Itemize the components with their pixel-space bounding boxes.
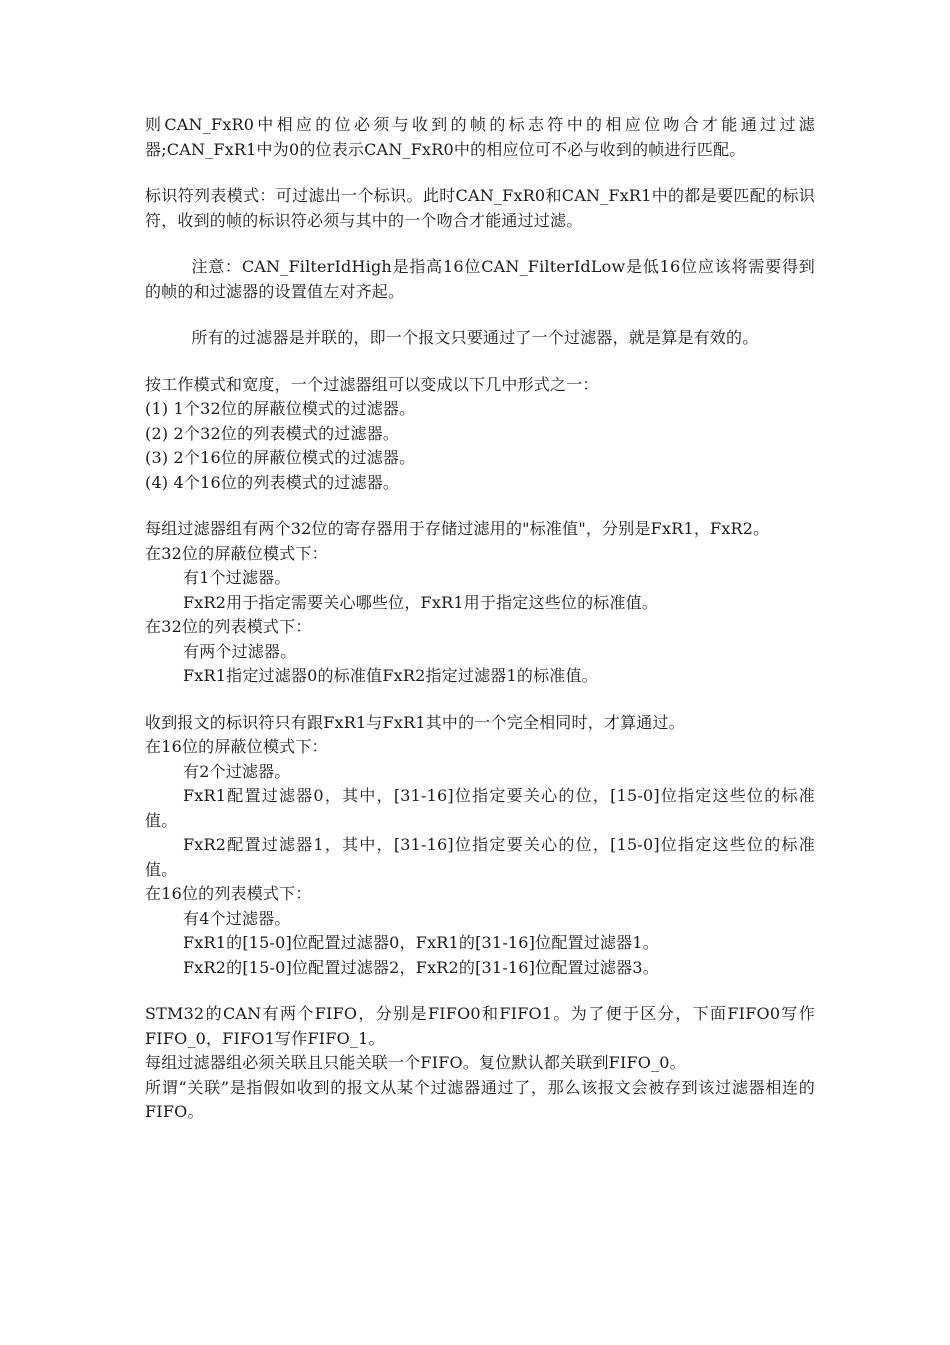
mask16-heading: 在16位的屏蔽位模式下： xyxy=(145,737,328,756)
filter-form-item: (1) 1个32位的屏蔽位模式的过滤器。 xyxy=(145,399,416,418)
list32-count: 有两个过滤器。 xyxy=(183,641,297,661)
list16-fxr2: FxR2的[15-0]位配置过滤器2，FxR2的[31-16]位配置过滤器3。 xyxy=(183,957,659,977)
list32-heading: 在32位的列表模式下： xyxy=(145,617,312,636)
mask32-description: FxR2用于指定需要关心哪些位，FxR1用于指定这些位的标准值。 xyxy=(183,592,659,612)
filter-form-item: (3) 2个16位的屏蔽位模式的过滤器。 xyxy=(145,448,416,467)
paragraph-gap xyxy=(145,689,815,711)
document-page xyxy=(145,113,815,1125)
parallel-filters-note: 所有的过滤器是并联的，即一个报文只要通过了一个过滤器，就是算是有效的。 xyxy=(191,328,759,347)
list16-count: 有4个过滤器。 xyxy=(183,908,291,928)
list-mode-description: 标识符列表模式：可过滤出一个标识。此时CAN_FxR0和CAN_FxR1中的都是要匹配的标识符，收到的帧的标识符必须与其中的一个吻合才能通过过滤。 xyxy=(145,186,815,230)
paragraph-gap xyxy=(145,980,815,1002)
mask16-count: 有2个过滤器。 xyxy=(183,761,291,781)
fifo-association-meaning: 所谓“关联”是指假如收到的报文从某个过滤器通过了，那么该报文会被存到该过滤器相连的FIFO。 xyxy=(145,1077,815,1121)
mask16-filter1: FxR2配置过滤器1，其中，[31-16]位指定要关心的位，[15-0]位指定这些位的标准值。 xyxy=(145,835,815,879)
list32-description: FxR1指定过滤器0的标准值FxR2指定过滤器1的标准值。 xyxy=(183,666,598,685)
fifo-intro: STM32的CAN有两个FIFO，分别是FIFO0和FIFO1。为了便于区分，下面FIFO0写作FIFO_0，FIFO1写作FIFO_1。 xyxy=(145,1004,815,1048)
paragraph-gap xyxy=(145,162,815,184)
filter-form-item: (4) 4个16位的列表模式的过滤器。 xyxy=(145,472,400,492)
paragraph-gap xyxy=(145,233,815,255)
registers-description: 每组过滤器组有两个32位的寄存器用于存储过滤用的"标准值"，分别是FxR1，FxR2。 xyxy=(145,519,770,538)
list16-heading: 在16位的列表模式下： xyxy=(145,884,312,903)
pass-rule: 收到报文的标识符只有跟FxR1与FxR1其中的一个完全相同时，才算通过。 xyxy=(145,712,685,732)
paragraph-gap xyxy=(145,495,815,517)
mask-mode-description: 则CAN_FxR0中相应的位必须与收到的帧的标志符中的相应位吻合才能通过过滤器;CAN_FxR1中为0的位表示CAN_FxR0中的相应位可不必与收到的帧进行匹配。 xyxy=(145,115,815,159)
filter-form-item: (2) 2个32位的列表模式的过滤器。 xyxy=(145,423,400,443)
mask32-count: 有1个过滤器。 xyxy=(183,568,291,587)
mask32-heading: 在32位的屏蔽位模式下： xyxy=(145,543,328,563)
filter-forms-list xyxy=(145,397,815,495)
paragraph-gap xyxy=(145,304,815,326)
paragraph-gap xyxy=(145,351,815,373)
filter-forms-intro: 按工作模式和宽度，一个过滤器组可以变成以下几中形式之一： xyxy=(145,374,599,394)
mask16-filter0: FxR1配置过滤器0，其中，[31-16]位指定要关心的位，[15-0]位指定这些位的标准值。 xyxy=(145,786,815,830)
fifo-association: 每组过滤器组必须关联且只能关联一个FIFO。复位默认都关联到FIFO_0。 xyxy=(145,1053,686,1072)
list16-fxr1: FxR1的[15-0]位配置过滤器0，FxR1的[31-16]位配置过滤器1。 xyxy=(183,933,659,952)
alignment-note: 注意：CAN_FilterIdHigh是指高16位CAN_FilterIdLow是低16位应该将需要得到的帧的和过滤器的设置值左对齐起。 xyxy=(145,257,815,301)
